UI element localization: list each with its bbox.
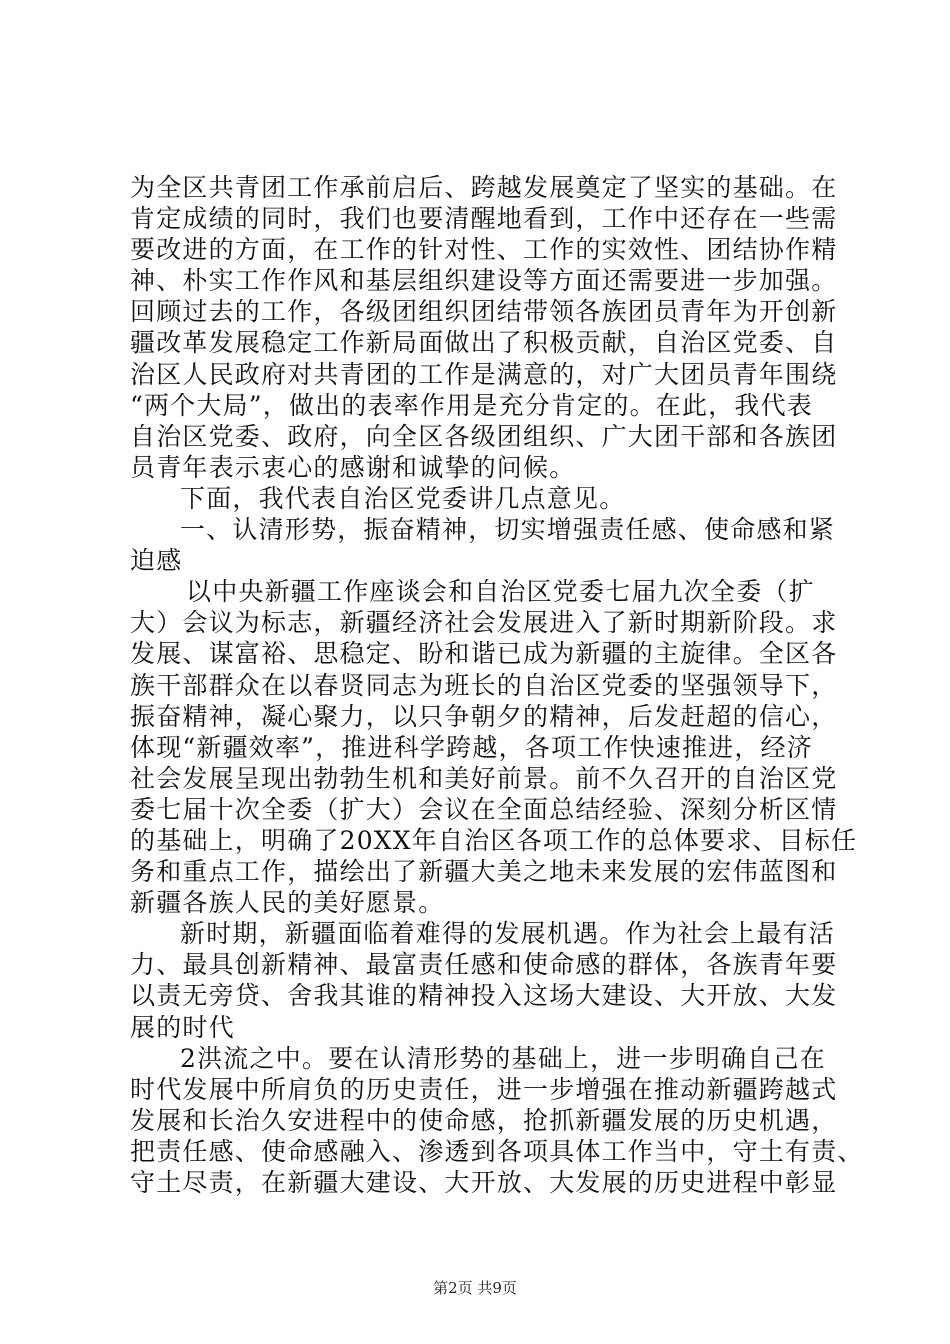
text-line: 体现“新疆效率”，推进科学跨越，各项工作快速推进，经济 bbox=[130, 732, 813, 762]
text-line: 回顾过去的工作，各级团组织团结带领各族团员青年为开创新 bbox=[130, 297, 838, 327]
paragraph-start-line: 新时期，新疆面临着难得的发展机遇。作为社会上最有活 bbox=[180, 919, 836, 949]
text-line: 发展、谋富裕、思稳定、盼和谐已成为新疆的主旋律。全区各 bbox=[130, 639, 838, 669]
text-line: 力、最具创新精神、最富责任感和使命感的群体，各族青年要 bbox=[130, 950, 838, 980]
text-line: 自治区党委、政府，向全区各级团组织、广大团干部和各族团 bbox=[130, 421, 838, 451]
paragraph-start-line: 下面，我代表自治区党委讲几点意见。 bbox=[180, 483, 626, 513]
text-line: 大）会议为标志，新疆经济社会发展进入了新时期新阶段。求 bbox=[130, 608, 838, 638]
text-line: 守土尽责，在新疆大建设、大开放、大发展的历史进程中彰显 bbox=[130, 1168, 838, 1197]
document-body bbox=[130, 172, 864, 1198]
text-line: 疆改革发展稳定工作新局面做出了积极贡献，自治区党委、自 bbox=[130, 328, 838, 358]
paragraph-start-line: 2洪流之中。要在认清形势的基础上，进一步明确自己在 bbox=[180, 1043, 826, 1073]
text-line: 展的时代 bbox=[130, 1012, 235, 1042]
text-line: 把责任感、使命感融入、渗透到各项具体工作当中，守土有责、 bbox=[130, 1136, 864, 1166]
text-line: “两个大局”，做出的表率作用是充分肯定的。在此，我代表 bbox=[130, 390, 813, 420]
text-line: 以责无旁贷、舍我其谁的精神投入这场大建设、大开放、大发 bbox=[130, 981, 838, 1011]
text-line: 振奋精神，凝心聚力，以只争朝夕的精神，后发赶超的信心， bbox=[130, 701, 838, 731]
text-line: 为全区共青团工作承前启后、跨越发展奠定了坚实的基础。在 bbox=[130, 173, 838, 202]
text-line: 神、朴实工作作风和基层组织建设等方面还需要进一步加强。 bbox=[130, 266, 838, 296]
text-line: 委七届十次全委（扩大）会议在全面总结经验、深刻分析区情 bbox=[130, 794, 838, 824]
text-line: 新疆各族人民的美好愿景。 bbox=[130, 888, 445, 918]
text-line: 务和重点工作，描绘出了新疆大美之地未来发展的宏伟蓝图和 bbox=[130, 857, 838, 887]
text-line: 要改进的方面，在工作的针对性、工作的实效性、团结协作精 bbox=[130, 235, 838, 265]
section-heading-line: 迫感 bbox=[130, 546, 183, 576]
text-line: 社会发展呈现出勃勃生机和美好前景。前不久召开的自治区党 bbox=[130, 763, 838, 793]
paragraph-start-line: 以中央新疆工作座谈会和自治区党委七届九次全委（扩 bbox=[186, 577, 815, 607]
text-line: 员青年表示衷心的感谢和诚挚的问候。 bbox=[130, 452, 576, 482]
text-line: 肯定成绩的同时，我们也要清醒地看到，工作中还存在一些需 bbox=[130, 204, 838, 234]
section-heading-line: 一、认清形势，振奋精神，切实增强责任感、使命感和紧 bbox=[180, 515, 836, 545]
text-line: 治区人民政府对共青团的工作是满意的，对广大团员青年围绕 bbox=[130, 359, 838, 389]
text-line: 族干部群众在以春贤同志为班长的自治区党委的坚强领导下， bbox=[130, 670, 838, 700]
text-line: 时代发展中所肩负的历史责任，进一步增强在推动新疆跨越式 bbox=[130, 1074, 838, 1104]
text-line: 发展和长治久安进程中的使命感，抢抓新疆发展的历史机遇， bbox=[130, 1105, 838, 1135]
text-line: 的基础上，明确了20XX年自治区各项工作的总体要求、目标任 bbox=[130, 825, 858, 855]
page-number-footer: 第2页 共9页 bbox=[433, 1279, 517, 1297]
